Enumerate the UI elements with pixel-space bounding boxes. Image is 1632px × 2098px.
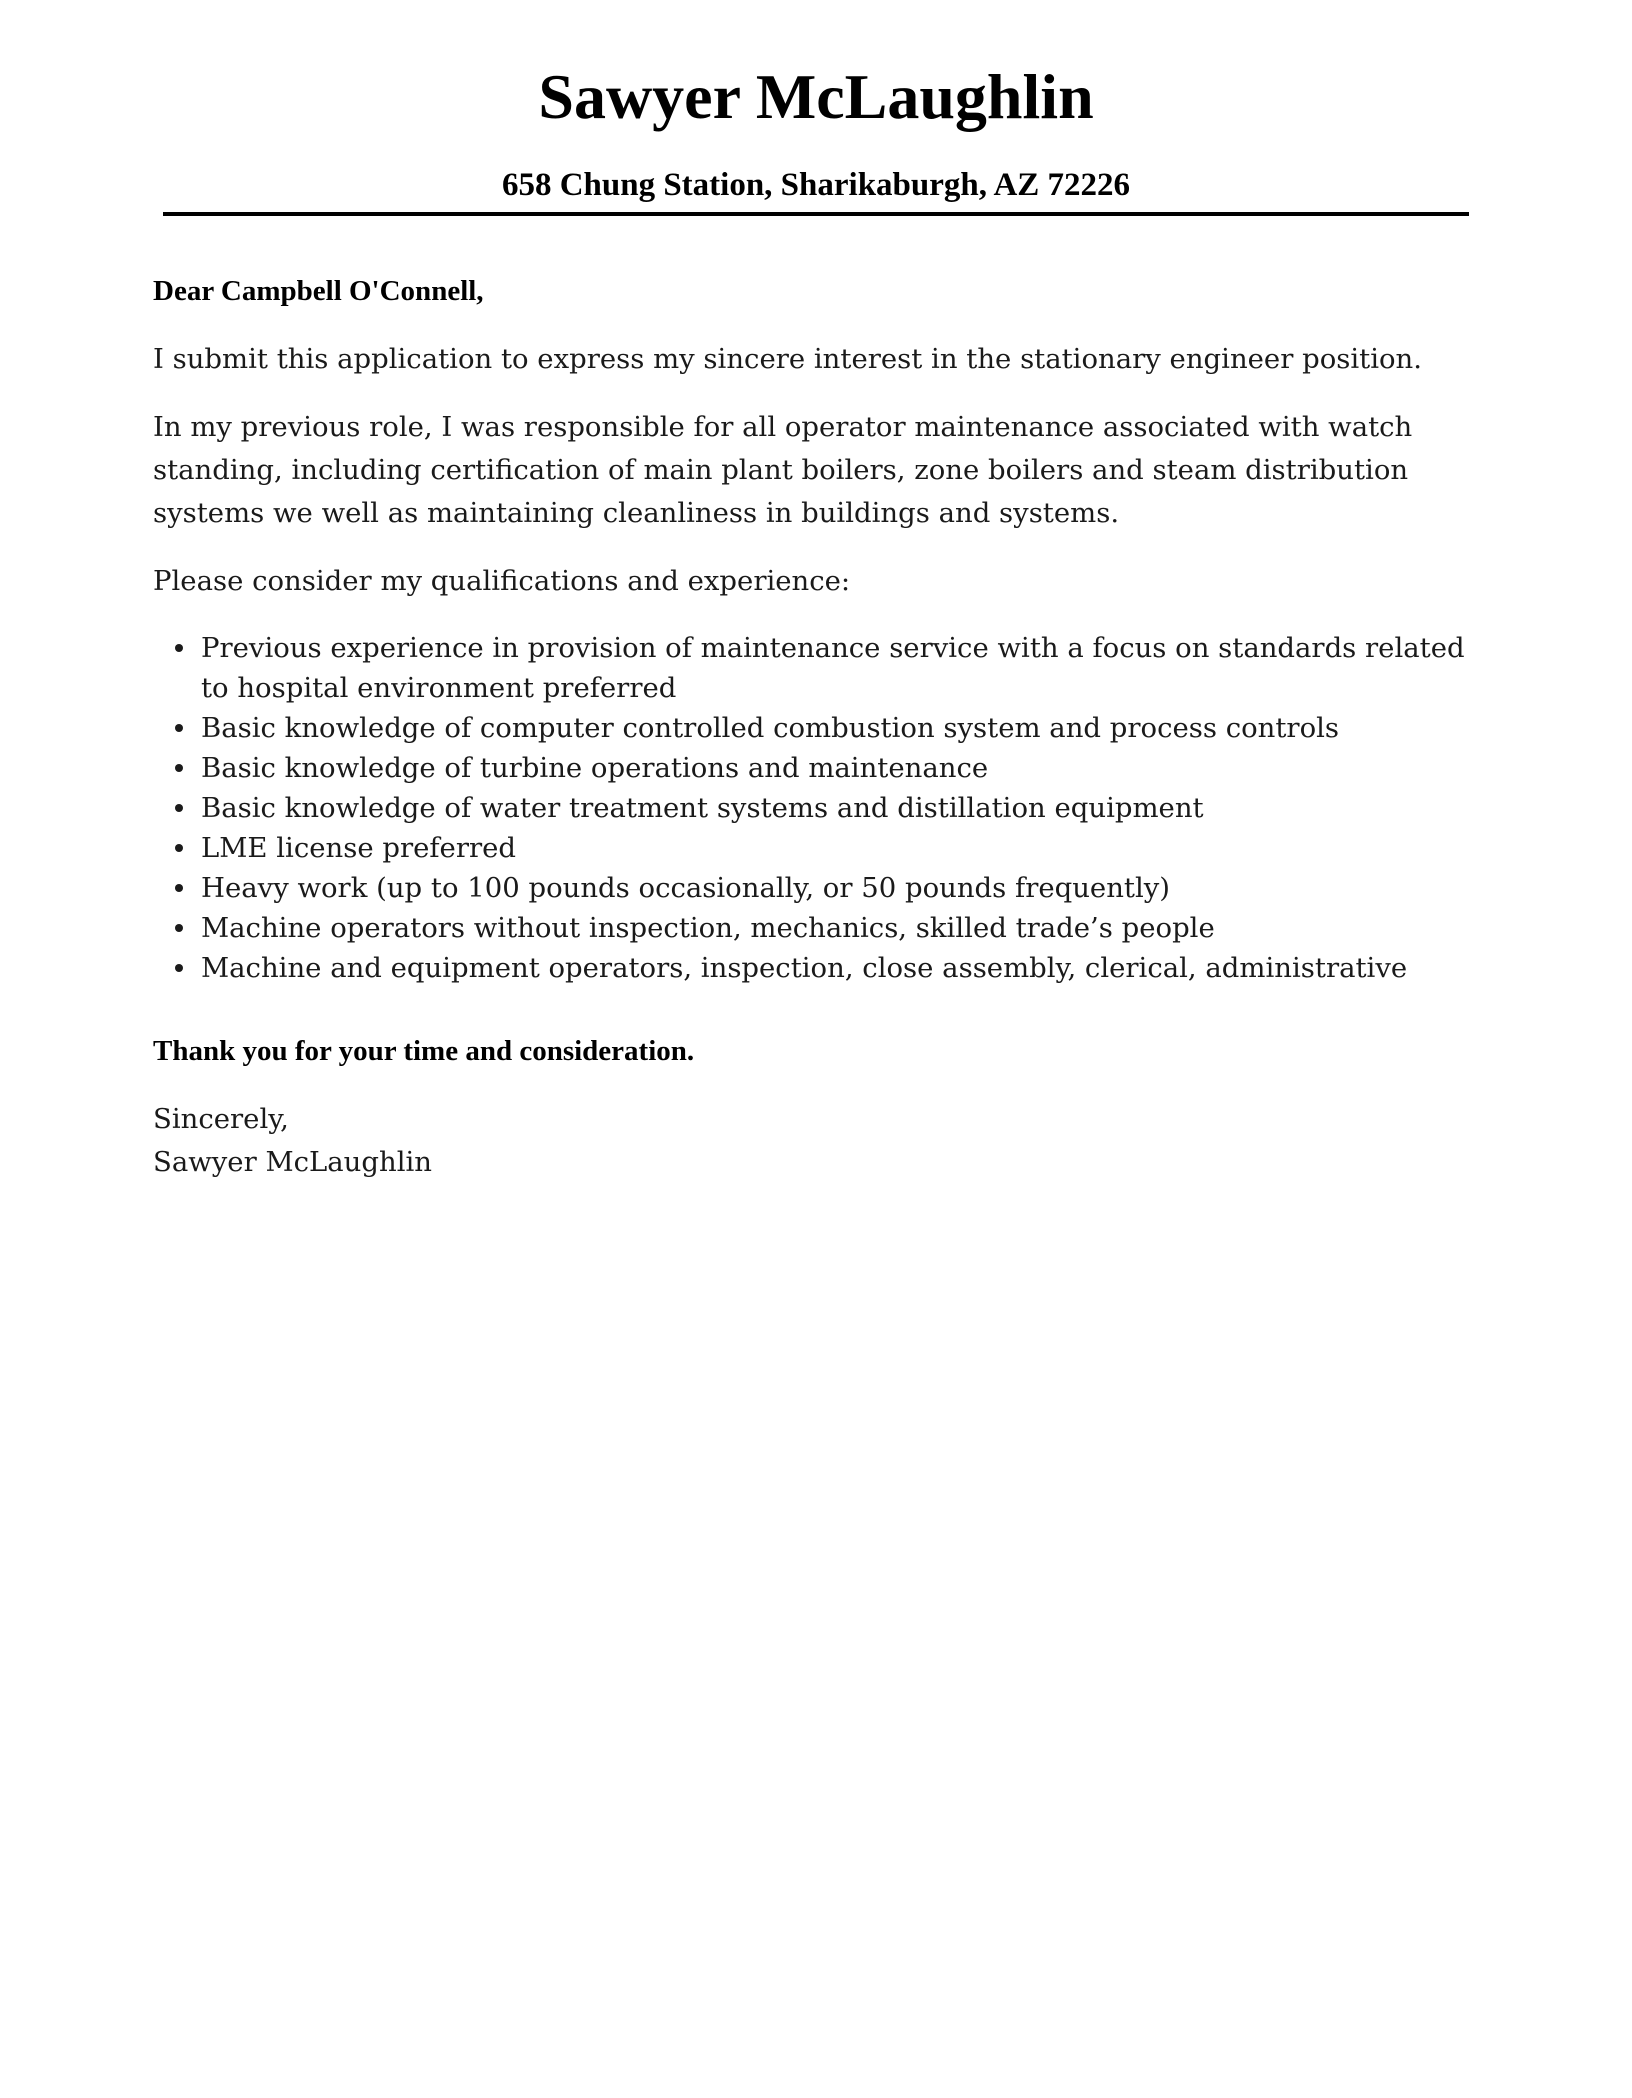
bullet-icon — [175, 764, 183, 772]
list-item — [153, 908, 1473, 948]
bullet-icon — [175, 964, 183, 972]
bullet-icon — [175, 924, 183, 932]
signature: Sawyer McLaughlin — [153, 1146, 433, 1178]
intro-paragraph: I submit this application to express my sincere interest in the stationary engineer position. — [153, 343, 1423, 375]
list-item — [153, 948, 1473, 988]
bullet-icon — [175, 884, 183, 892]
list-item-text: Previous experience in provision of maintenance service with a focus on standards related to hospital environment preferred — [201, 632, 1465, 704]
list-item-text: LME license preferred — [201, 832, 516, 864]
bullet-icon — [175, 844, 183, 852]
list-item-text: Basic knowledge of water treatment systems and distillation equipment — [201, 792, 1204, 824]
letter-body — [153, 270, 1473, 1184]
list-item — [153, 868, 1473, 908]
previous-role-paragraph: In my previous role, I was responsible for all operator maintenance associated with watch standing, including certification of main plant boilers, zone boilers and steam distribution systems we well as maintaining cleanliness in buildings and systems. — [153, 411, 1413, 529]
sender-address: 658 Chung Station, Sharikaburgh, AZ 72226 — [501, 167, 1131, 203]
list-item-text: Machine and equipment operators, inspection, close assembly, clerical, administrative — [201, 952, 1408, 984]
closing: Sincerely, — [153, 1103, 289, 1135]
list-item — [153, 748, 1473, 788]
list-item — [153, 628, 1473, 708]
header-divider — [163, 212, 1469, 216]
bullet-icon — [175, 804, 183, 812]
thank-you-line: Thank you for your time and consideration. — [153, 1035, 695, 1067]
list-item — [153, 708, 1473, 748]
sender-name: Sawyer McLaughlin — [538, 61, 1094, 132]
list-item-text: Machine operators without inspection, mechanics, skilled trade’s people — [201, 912, 1215, 944]
salutation: Dear Campbell O'Connell, — [153, 275, 484, 307]
list-item-text: Basic knowledge of computer controlled combustion system and process controls — [201, 712, 1340, 744]
list-item — [153, 828, 1473, 868]
qualifications-list — [153, 628, 1473, 988]
list-item-text: Heavy work (up to 100 pounds occasionally, or 50 pounds frequently) — [201, 872, 1171, 904]
qualifications-intro: Please consider my qualifications and experience: — [153, 565, 851, 597]
bullet-icon — [175, 644, 183, 652]
list-item-text: Basic knowledge of turbine operations and maintenance — [201, 752, 989, 784]
list-item — [153, 788, 1473, 828]
bullet-icon — [175, 724, 183, 732]
